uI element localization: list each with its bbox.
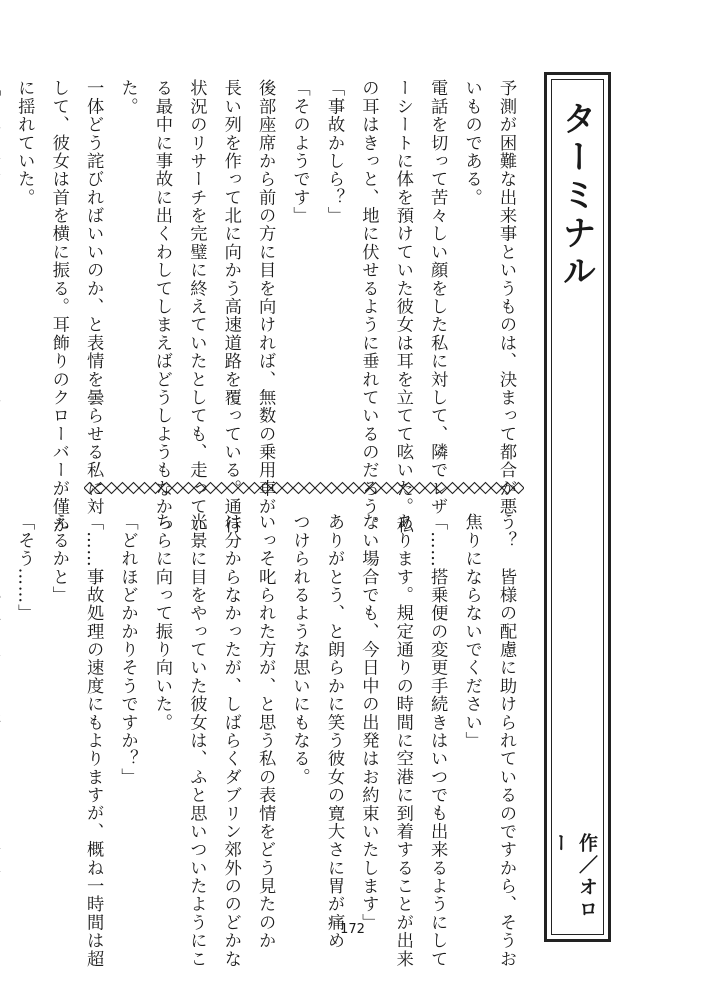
separator-diamond [447,483,458,494]
separator-diamond [249,483,260,494]
text-line: 電話を切って苦々しい顔をした私に対して、隣でレザ [427,79,448,516]
separator-diamond [128,483,139,494]
text-line: 予測が困難な出来事というものは、決まって都合が悪 [496,79,516,516]
text-line: 焦りにならないでください」 [461,513,482,750]
separator-diamond [95,483,106,494]
text-line: 状況のリサーチを完璧に終えていたとしても、走ってい [186,79,207,534]
separator-diamond [139,483,150,494]
separator-diamond [337,483,348,494]
separator-diamond [392,483,403,494]
page-number: 172 [340,922,365,937]
separator-diamond [315,483,326,494]
upper-text-block [0,79,523,534]
separator-diamond [513,483,524,494]
separator-diamond [161,483,172,494]
separator-diamond [238,483,249,494]
text-line: ーシートに体を預けていた彼女は耳を立てて呟いた。私 [392,79,413,534]
text-line: あります。規定通りの時間に空港に到着することが出来 [392,513,413,968]
separator-diamond [172,483,183,494]
separator-diamond [227,483,238,494]
text-line: 「どれほどかかりそうですか？」 [117,513,138,786]
separator-diamond [271,483,282,494]
text-line: して、彼女は首を横に振る。耳飾りのクローバーが僅か [48,79,69,534]
text-line: ちらに向って振り向いた。 [151,513,172,732]
text-line: の耳はきっと、地に伏せるように垂れているのだろう。 [358,79,379,534]
text-line: いものである。 [461,79,482,207]
text-line: う？ 皆様の配慮に助けられているのですから、そうお [496,513,516,968]
text-line [0,79,7,471]
text-line: いっそ叱られた方が、と思う私の表情をどう見たのか [255,513,276,950]
title-box [544,72,611,942]
separator-diamond [425,483,436,494]
separator-diamond [304,483,315,494]
text-line: えるかと」 [48,513,69,604]
separator-diamond [436,483,447,494]
text-line: つけられるような思いにもなる。 [289,513,310,786]
separator-diamond [370,483,381,494]
separator-diamond [491,483,502,494]
separator-diamond [150,483,161,494]
text-line: ない場合でも、今日中の出発はお約束いたします」 [358,513,379,932]
text-line: 「……事故処理の速度にもよりますが、概ね一時間は超 [83,513,104,968]
separator-diamond [469,483,480,494]
text-line: 長い列を作って北に向かう高速道路を覆っている。通行 [220,79,241,534]
separator-diamond [403,483,414,494]
text-line: に揺れていた。 [14,79,35,207]
text-line: は分からなかったが、しばらくダブリン郊外ののどかな [220,513,241,968]
separator-diamond [194,483,205,494]
author-credit: 作／オロー [549,833,598,921]
separator-diamond [348,483,359,494]
separator-diamond [106,483,117,494]
text-line: 「そう……」 [14,513,35,623]
separator-diamond [205,483,216,494]
text-line: た。 [117,79,138,116]
text-line: 「そのようです」 [289,79,310,225]
text-line: 後部座席から前の方に目を向ければ、無数の乗用車が [255,79,276,516]
separator-diamond [260,483,271,494]
separator-diamond [381,483,392,494]
text-line: ありがとう、と朗らかに笑う彼女の寛大さに胃が痛め [323,513,344,950]
separator-diamond [293,483,304,494]
separator-diamond [117,483,128,494]
separator-diamond [480,483,491,494]
story-title: ターミナル [556,101,596,291]
text-line: る最中に事故に出くわしてしまえばどうしようもなかっ [151,79,172,534]
text-line: 「……搭乗便の変更手続きはいつでも出来るようにして [427,513,448,968]
section-separator [84,481,524,495]
separator-diamond [359,483,370,494]
separator-diamond [282,483,293,494]
separator-diamond [458,483,469,494]
separator-diamond [414,483,425,494]
text-line: 光景に目をやっていた彼女は、ふと思いついたようにこ [186,513,207,968]
text-line: 一体どう詫びればいいのか、と表情を曇らせる私に対 [83,79,104,516]
separator-diamond [183,483,194,494]
text-line: 「事故かしら？」 [323,79,344,225]
separator-diamond [326,483,337,494]
separator-diamond [84,483,95,494]
text-line [0,513,7,903]
separator-diamond [216,483,227,494]
separator-diamond [502,483,513,494]
